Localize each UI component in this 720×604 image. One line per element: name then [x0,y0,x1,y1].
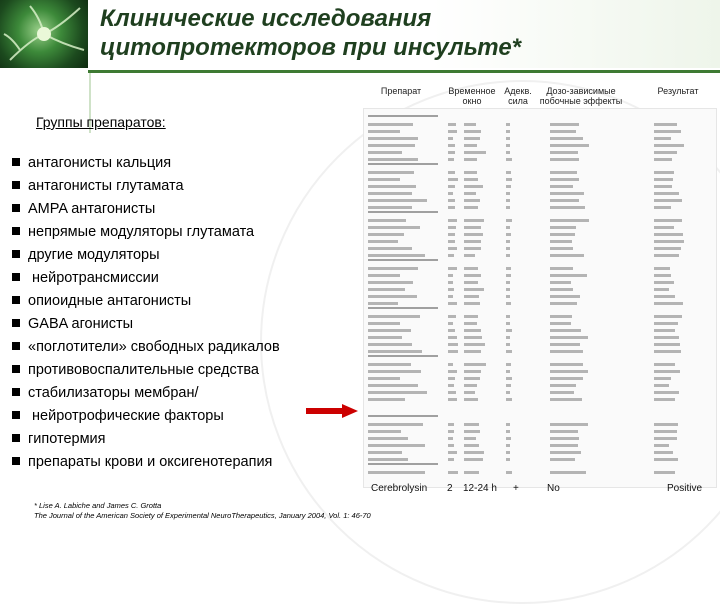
table-row [364,428,716,435]
table-row [364,341,716,348]
list-item: опиоидные антагонисты [12,290,280,313]
table-section-label [368,211,438,213]
footnote [34,501,371,521]
slide-header [0,0,720,68]
table-row [364,396,716,403]
title-line-1: Клинические исследования [100,5,432,32]
table-header [363,78,715,108]
bullet-icon [12,227,20,235]
drug-groups-list [12,152,280,474]
highlight-row-cerebrolysin [363,480,715,498]
table-row [364,265,716,272]
red-arrow-icon [306,404,358,418]
table-row [364,183,716,190]
header-divider [88,70,720,73]
table-row [364,217,716,224]
table-row [364,224,716,231]
bullet-icon [12,273,20,281]
col-result: Результат [657,86,699,96]
table-row [364,368,716,375]
list-item: антагонисты кальция [12,152,280,175]
footnote-authors: * Lise A. Labiche and James C. Grotta [34,501,162,510]
neuron-logo-icon [0,0,88,68]
list-item: непрямые модуляторы глутамата [12,221,280,244]
table-row [364,286,716,293]
list-item: нейротрансмиссии [12,267,280,290]
table-row [364,442,716,449]
bullet-icon [12,204,20,212]
bullet-icon [12,342,20,350]
col-drug: Препарат [380,86,422,96]
table-row [364,469,716,476]
cell-side-effects: No [547,483,560,494]
table-row [364,421,716,428]
table-row [364,327,716,334]
table-row [364,361,716,368]
bullet-icon [12,457,20,465]
table-row [364,121,716,128]
bullet-icon [12,365,20,373]
table-row [364,245,716,252]
page-title [100,4,521,62]
list-item: «поглотители» свободных радикалов [12,336,280,359]
table-row [364,252,716,259]
table-row [364,300,716,307]
list-item: нейротрофические факторы [12,405,280,428]
list-item: другие модуляторы [12,244,280,267]
table-row [364,389,716,396]
groups-title: Группы препаратов: [36,114,166,130]
col-adequate: Адекв. сила [504,86,532,106]
table-row [364,435,716,442]
title-line-2: цитопротекторов при инсульте* [100,34,522,61]
list-item: антагонисты глутамата [12,175,280,198]
table-row [364,313,716,320]
footnote-citation: The Journal of the American Society of Experimental NeuroTherapeutics, January 2004, Vol. 1: 46-70 [34,511,371,520]
list-item: препараты крови и оксигенотерапия [12,451,280,474]
table-row [364,156,716,163]
bullet-icon [12,250,20,258]
table-section-label [368,115,438,117]
table-row [364,279,716,286]
list-item: GABA агонисты [12,313,280,336]
table-row [364,348,716,355]
table-row [364,334,716,341]
cell-result: Positive [667,483,703,494]
cell-drug: Cerebrolysin [371,483,428,494]
bullet-icon [12,434,20,442]
table-section-label [368,259,438,261]
table-section-label [368,463,438,465]
table-row [364,456,716,463]
table-row [364,128,716,135]
table-row [364,135,716,142]
table-row [364,375,716,382]
table-section-label [368,415,438,417]
table-section-label [368,307,438,309]
table-row [364,204,716,211]
bullet-icon [12,388,20,396]
list-item: гипотермия [12,428,280,451]
bullet-icon [12,319,20,327]
cell-n: 2 [447,483,453,494]
bullet-icon [12,411,20,419]
table-row [364,320,716,327]
list-item: стабилизаторы мембран/ [12,382,280,405]
table-row [364,382,716,389]
list-item: противовоспалительные средства [12,359,280,382]
table-row [364,238,716,245]
list-item: AMPA антагонисты [12,198,280,221]
cell-adequate: + [513,483,519,494]
table-row [364,272,716,279]
table-row [364,231,716,238]
table-row [364,197,716,204]
table-row [364,190,716,197]
table-section-label [368,355,438,357]
trials-table [363,78,715,494]
bullet-icon [12,181,20,189]
table-row [364,142,716,149]
table-row [364,169,716,176]
scanned-table-body [363,108,717,488]
table-row [364,449,716,456]
table-section-label [368,163,438,165]
bullet-icon [12,296,20,304]
table-row [364,293,716,300]
bullet-icon [12,158,20,166]
cell-window: 12-24 h [463,483,497,494]
table-row [364,149,716,156]
col-window: Временное окно [448,86,496,106]
table-row [364,176,716,183]
col-side-effects: Дозо-зависимые побочные эффекты [539,86,623,106]
